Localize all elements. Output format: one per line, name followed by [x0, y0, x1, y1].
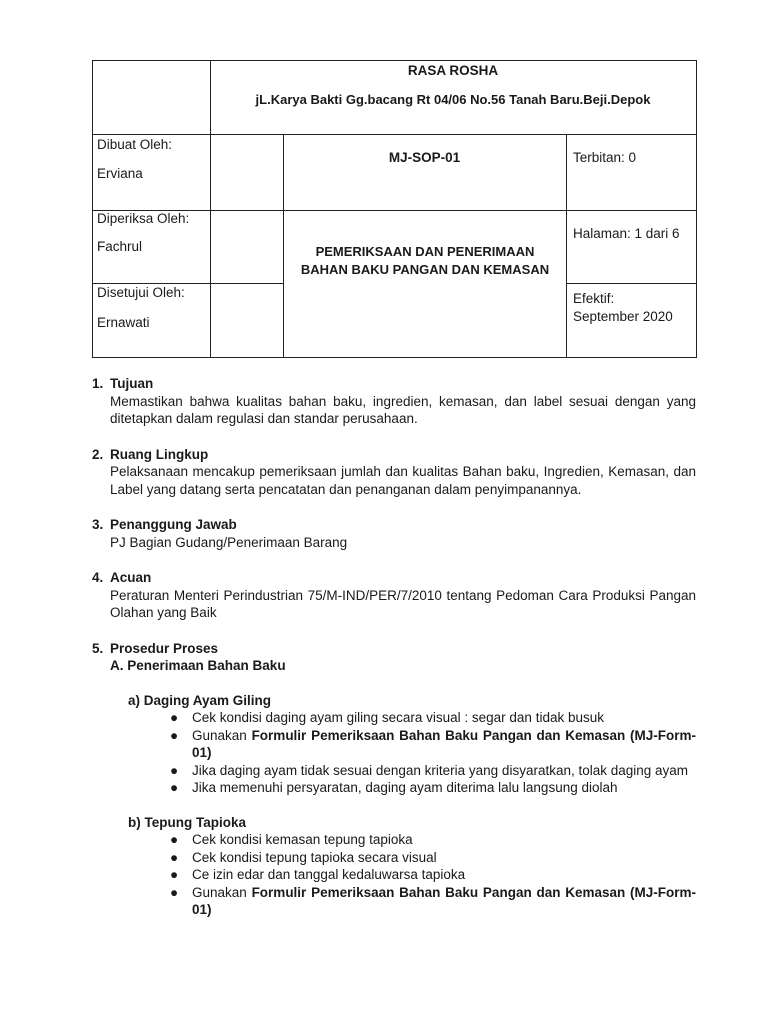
bullet-list	[92, 709, 696, 797]
section-number: 4.	[92, 570, 104, 585]
list-item: ● Ce izin edar dan tanggal kedaluwarsa tapioka	[170, 867, 466, 882]
subsection-title: A. Penerimaan Bahan Baku	[110, 658, 286, 673]
halaman: Halaman: 1 dari 6	[573, 226, 680, 241]
section-title: Ruang Lingkup	[110, 446, 209, 462]
section-number: 5.	[92, 640, 104, 656]
section-prosedur	[92, 640, 696, 919]
section-text: Pelaksanaan mencakup pemeriksaan jumlah dan kualitas Bahan baku, Ingredien, Kemasan, dan Label yang datang serta pencatatan dan penanganan dalam penyimpanannya.	[110, 464, 696, 497]
disetujui-name: Ernawati	[97, 315, 150, 330]
list-item: ● Jika daging ayam tidak sesuai dengan kriteria yang disyaratkan, tolak daging ayam	[170, 762, 689, 778]
section-title: Prosedur Proses	[110, 640, 219, 656]
bullet-icon: ●	[170, 849, 179, 865]
bullet-icon: ●	[170, 832, 179, 847]
dibuat-label: Dibuat Oleh:	[97, 137, 173, 152]
bullet-icon: ●	[170, 762, 179, 778]
section-number: 1.	[92, 376, 104, 391]
efektif-date: September 2020	[573, 309, 673, 324]
list-item: ● Cek kondisi kemasan tepung tapioka	[170, 832, 413, 847]
bullet-list	[92, 831, 696, 919]
efektif-label: Efektif:	[573, 291, 615, 306]
list-item: ● Cek kondisi daging ayam giling secara visual : segar dan tidak busuk	[170, 710, 604, 725]
list-item: ● Gunakan Formulir Pemeriksaan Bahan Baku Pangan dan Kemasan (MJ-Form-01)	[170, 727, 696, 760]
section-title: Acuan	[110, 570, 152, 585]
doc-code: MJ-SOP-01	[388, 150, 461, 165]
list-item: ● Cek kondisi tepung tapioka secara visual	[170, 849, 437, 865]
section	[92, 516, 696, 551]
item-title: b) Tepung Tapioka	[128, 814, 246, 830]
section-text: Memastikan bahwa kualitas bahan baku, ingredien, kemasan, dan label sesuai dengan yang ditetapkan dalam regulasi dan standar perusahaan.	[110, 393, 696, 426]
bullet-icon: ●	[170, 727, 179, 743]
terbitan: Terbitan: 0	[573, 150, 637, 165]
bullet-icon: ●	[170, 780, 179, 795]
diperiksa-label: Diperiksa Oleh:	[97, 211, 190, 226]
section-number: 3.	[92, 517, 104, 532]
section	[92, 375, 696, 428]
bullet-icon: ●	[170, 884, 179, 900]
company-address: jL.Karya Bakti Gg.bacang Rt 04/06 No.56 Tanah Baru.Beji.Depok	[255, 92, 651, 107]
document-body	[92, 375, 696, 937]
bullet-icon: ●	[170, 710, 179, 725]
item-title: a) Daging Ayam Giling	[128, 692, 272, 708]
section	[92, 569, 696, 622]
section-title: Penanggung Jawab	[110, 517, 237, 532]
list-item: ● Jika memenuhi persyaratan, daging ayam diterima lalu langsung diolah	[170, 780, 618, 795]
doc-title: PEMERIKSAAN DAN PENERIMAAN BAHAN BAKU PANGAN DAN KEMASAN	[300, 244, 550, 277]
list-item: ● Gunakan Formulir Pemeriksaan Bahan Baku Pangan dan Kemasan (MJ-Form-01)	[170, 884, 696, 917]
diperiksa-name: Fachrul	[97, 239, 143, 254]
disetujui-label: Disetujui Oleh:	[97, 285, 185, 300]
bullet-icon: ●	[170, 867, 179, 882]
header-table	[92, 60, 697, 358]
section-text: Peraturan Menteri Perindustrian 75/M-IND/PER/7/2010 tentang Pedoman Cara Produksi Pangan Olahan yang Baik	[110, 587, 696, 620]
section	[92, 446, 696, 499]
company-name: RASA ROSHA	[407, 63, 499, 78]
section-title: Tujuan	[110, 376, 154, 391]
section-text: PJ Bagian Gudang/Penerimaan Barang	[110, 534, 348, 550]
section-number: 2.	[92, 446, 104, 462]
dibuat-name: Erviana	[97, 166, 143, 181]
